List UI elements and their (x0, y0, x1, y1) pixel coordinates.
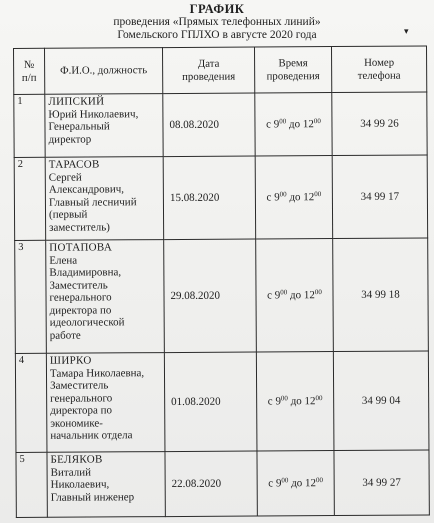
subtitle-line-1: проведения «Прямых телефонных линий» (113, 16, 321, 28)
table-row (15, 238, 429, 354)
time-to-sup: 00 (315, 393, 323, 402)
cell-phone: 34 99 18 (333, 238, 429, 352)
time-to-sup: 00 (314, 189, 322, 198)
time-from-sup: 00 (280, 394, 288, 403)
person-detail-line: Елена (49, 254, 78, 267)
schedule-table (13, 45, 430, 518)
time-from: с 9 (267, 289, 281, 302)
person-detail-line: Николаевич, (50, 478, 110, 491)
person-detail-line: директора по (49, 303, 112, 317)
person-surname: ШИРКО (49, 354, 92, 367)
person-detail-line: Владимировна, (49, 266, 122, 279)
cell-date: 29.08.2020 (164, 239, 257, 353)
person-detail-line: Главный лесничий (48, 195, 137, 209)
document-title: ГРАФИК (189, 2, 245, 16)
table-header-row (14, 46, 427, 95)
cell-num: 2 (14, 157, 46, 240)
person-detail-line: Тамара Николаевна, (49, 366, 145, 380)
person-detail-line: заместитель) (49, 220, 110, 234)
time-to-sup: 00 (314, 287, 322, 296)
time-from: с 9 (266, 118, 280, 131)
person-surname: ТАРАСОВ (48, 158, 100, 171)
cell-num: 1 (14, 94, 45, 157)
person-surname: ПОТАПОВА (49, 241, 113, 254)
header-time-line2: проведения (266, 69, 320, 82)
table-row (14, 155, 427, 241)
time-to: до 12 (287, 288, 315, 302)
table-row (16, 450, 429, 518)
cell-time (256, 352, 334, 451)
time-from: с 9 (266, 191, 280, 204)
cell-time (255, 156, 333, 239)
time-from: с 9 (267, 395, 281, 408)
person-detail-line: идеологической (49, 316, 125, 329)
cell-time (255, 93, 332, 156)
time-to: до 12 (286, 117, 314, 131)
cell-fio (46, 240, 165, 354)
header-date (163, 47, 255, 94)
cell-time (257, 451, 334, 516)
header-num-line2: п/п (21, 71, 37, 84)
person-detail-line: генерального (49, 291, 112, 304)
person-detail-line: начальник отдела (50, 429, 133, 442)
time-to: до 12 (287, 394, 316, 408)
cell-fio (46, 353, 165, 453)
table-row (15, 351, 429, 453)
time-from-sup: 00 (281, 476, 289, 485)
header-num-line1: № (23, 58, 35, 71)
cell-phone: 34 99 27 (334, 450, 429, 516)
header-fio-label: Ф.И.О., должность (60, 64, 148, 77)
header-phone-line2: телефона (357, 69, 401, 82)
header-date-line1: Дата (197, 57, 220, 70)
time-to-sup: 00 (315, 475, 324, 484)
person-detail-line: (первый (48, 208, 88, 221)
time-from-sup: 00 (279, 117, 287, 126)
person-detail-line: Заместитель (49, 278, 108, 292)
time-to: до 12 (288, 476, 317, 490)
cell-fio (45, 94, 163, 158)
table-row (14, 92, 427, 158)
cell-time (256, 239, 334, 352)
cell-date: 15.08.2020 (163, 156, 256, 240)
cell-fio (45, 157, 164, 241)
person-detail-line: генерального (50, 391, 113, 405)
person-detail-line: Юрий Николаевич, (48, 107, 139, 121)
cell-date: 08.08.2020 (163, 93, 255, 157)
header-phone-line1: Номер (364, 56, 395, 69)
cell-fio (47, 452, 165, 518)
header-phone (331, 46, 426, 93)
cell-phone: 34 99 17 (332, 155, 428, 239)
person-detail-line: Сергей (48, 171, 82, 184)
person-detail-line: директора по (50, 404, 113, 417)
cell-date: 01.08.2020 (164, 352, 257, 452)
person-detail-line: работе (49, 329, 81, 342)
time-to: до 12 (286, 190, 315, 204)
cell-num: 4 (15, 353, 47, 452)
person-detail-line: Генеральный (48, 120, 110, 133)
person-detail-line: директор (48, 133, 92, 146)
person-detail-line: Заместитель (50, 379, 109, 392)
cell-phone: 34 99 26 (332, 92, 427, 156)
header-fio (45, 48, 163, 95)
person-detail-line: Виталий (50, 466, 92, 479)
time-from-sup: 00 (280, 288, 288, 297)
cell-phone: 34 99 04 (333, 351, 429, 451)
header-date-line2: проведения (182, 70, 236, 83)
person-surname: БЕЛЯКОВ (50, 453, 103, 466)
cell-date: 22.08.2020 (165, 451, 257, 517)
document-subtitle (0, 16, 434, 42)
time-from-sup: 00 (279, 190, 287, 199)
person-surname: ЛИПСКИЙ (48, 95, 105, 108)
person-detail-line: экономике- (50, 416, 103, 430)
time-from: с 9 (268, 477, 282, 490)
cell-num: 5 (16, 452, 47, 517)
time-to-sup: 00 (313, 116, 321, 125)
header-num (14, 48, 45, 94)
person-detail-line: Главный инженер (50, 490, 135, 504)
subtitle-line-2: Гомельского ГПЛХО в августе 2020 года (117, 29, 317, 41)
header-time (254, 47, 331, 93)
corner-mark: ▾ (404, 26, 409, 36)
cell-num: 3 (15, 240, 47, 353)
header-time-line1: Время (278, 57, 308, 70)
person-detail-line: Александрович, (48, 183, 125, 196)
